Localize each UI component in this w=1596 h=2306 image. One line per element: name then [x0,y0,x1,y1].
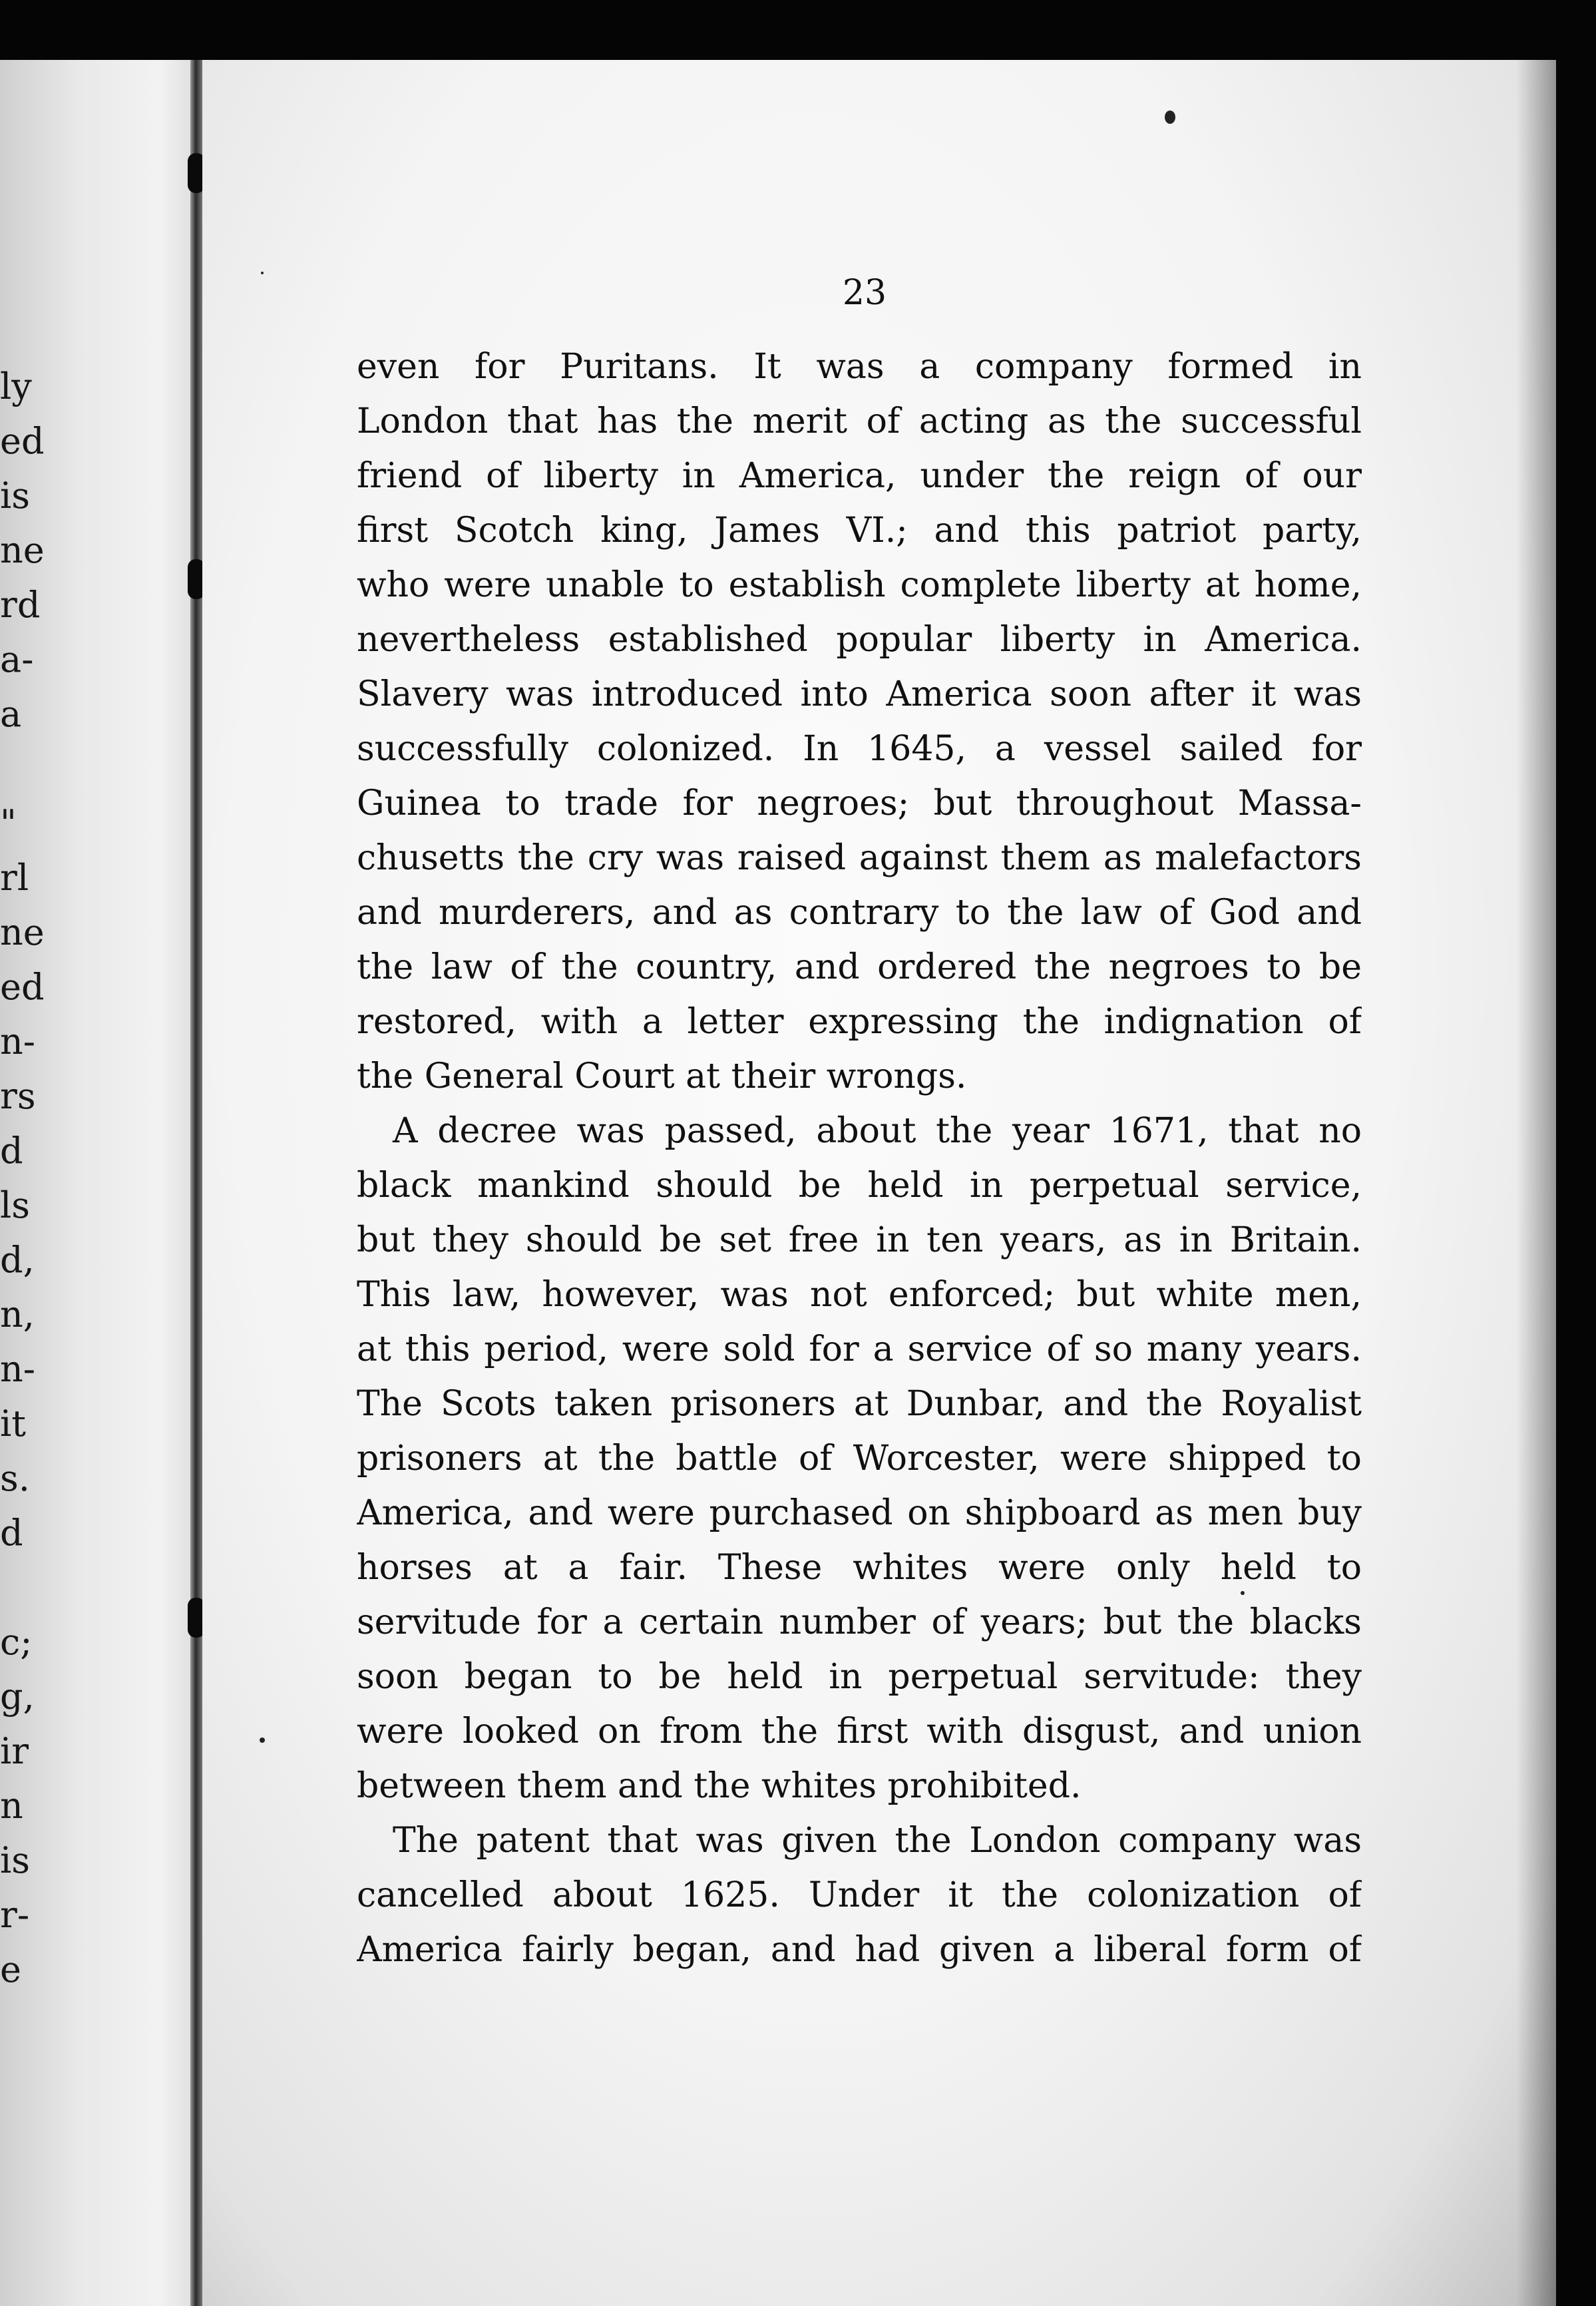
previous-page-fragment: rl [0,857,29,899]
text-line: Slavery was introduced into America soon after it was [357,674,1362,714]
paragraph [357,1104,1362,1813]
previous-page-fragment: ls [0,1184,30,1226]
book-page [202,60,1556,2306]
previous-page-fragment: ne [0,529,45,571]
previous-page-fragment: a- [0,638,34,680]
text-line: nevertheless established popular liberty in America. [357,620,1362,660]
previous-page-edge [0,60,200,2306]
text-line: London that has the merit of acting as the successful [357,401,1362,441]
text-line: the General Court at their wrongs. [357,1056,967,1096]
text-line: Guinea to trade for negroes; but throughout Massa- [357,784,1362,823]
previous-page-fragment: it [0,1403,26,1445]
text-line: cancelled about 1625. Under it the colonization of [357,1875,1362,1915]
previous-page-fragment: is [0,1839,30,1881]
previous-page-fragment: d [0,1130,23,1172]
text-line: servitude for a certain number of years; but the blacks [357,1602,1362,1642]
page-number: 23 [842,273,887,313]
text-line: soon began to be held in perpetual servitude: they [357,1657,1362,1697]
ink-speck [1165,111,1175,124]
body-text [357,340,1362,1977]
previous-page-text-fragments [0,359,45,1997]
text-line: restored, with a letter expressing the indignation of [357,1002,1362,1042]
previous-page-fragment: ir [0,1730,29,1772]
previous-page-fragment: d [0,1512,23,1554]
text-line: This law, however, was not enforced; but white men, [357,1275,1362,1315]
text-line: who were unable to establish complete liberty at home, [357,565,1362,605]
previous-page-fragment: ne [0,911,45,953]
ink-speck [261,272,264,274]
previous-page-fragment: g, [0,1676,35,1718]
text-line: between them and the whites prohibited. [357,1766,1082,1806]
previous-page-fragment: rd [0,584,41,626]
previous-page-fragment: r- [0,1894,30,1936]
text-line: but they should be set free in ten years, as in Britain. [357,1220,1362,1260]
paragraph [357,1813,1362,1977]
previous-page-fragment: n- [0,1348,36,1390]
text-line: A decree was passed, about the year 1671, that no [393,1111,1362,1151]
text-line: successfully colonized. In 1645, a vessel sailed for [357,729,1362,769]
previous-page-fragment: e [0,1949,21,1990]
previous-page-fragment: a [0,693,22,735]
text-line: at this period, were sold for a service of so many years. [357,1329,1362,1369]
text-line: The patent that was given the London company was [393,1821,1362,1861]
previous-page-fragment: ed [0,420,45,462]
text-line: America fairly began, and had given a liberal form of [357,1930,1362,1970]
previous-page-fragment: rs [0,1075,36,1117]
previous-page-fragment: c; [0,1621,33,1663]
text-line: The Scots taken prisoners at Dunbar, and the Royalist [357,1384,1362,1424]
previous-page-fragment: ed [0,966,45,1008]
previous-page-fragment: n- [0,1021,36,1062]
paragraph [357,340,1362,1104]
previous-page-fragment: n [0,1785,23,1827]
text-line: horses at a fair. These whites were only held to [357,1548,1362,1588]
text-line: first Scotch king, James VI.; and this patriot party, [357,511,1362,551]
text-line: even for Puritans. It was a company formed in [357,347,1362,387]
previous-page-fragment: s. [0,1457,30,1499]
text-line: black mankind should be held in perpetual service, [357,1166,1362,1206]
ink-speck [1241,1591,1245,1595]
text-line: chusetts the cry was raised against them as malefactors [357,838,1362,878]
previous-page-fragment: d, [0,1239,35,1281]
text-line: friend of liberty in America, under the reign of our [357,456,1362,496]
text-line: and murderers, and as contrary to the law of God and [357,893,1362,933]
previous-page-fragment: n, [0,1293,35,1335]
previous-page-fragment: is [0,475,30,517]
text-line: prisoners at the battle of Worcester, were shipped to [357,1439,1362,1479]
book-gutter [190,60,202,2306]
text-line: America, and were purchased on shipboard as men buy [357,1493,1362,1533]
ink-speck [260,1737,265,1743]
previous-page-fragment [0,742,40,796]
previous-page-fragment [0,1560,40,1615]
text-line: the law of the country, and ordered the negroes to be [357,947,1362,987]
previous-page-fragment: ly [0,365,32,407]
previous-page-fragment: " [0,802,17,844]
text-line: were looked on from the first with disgust, and union [357,1712,1362,1751]
